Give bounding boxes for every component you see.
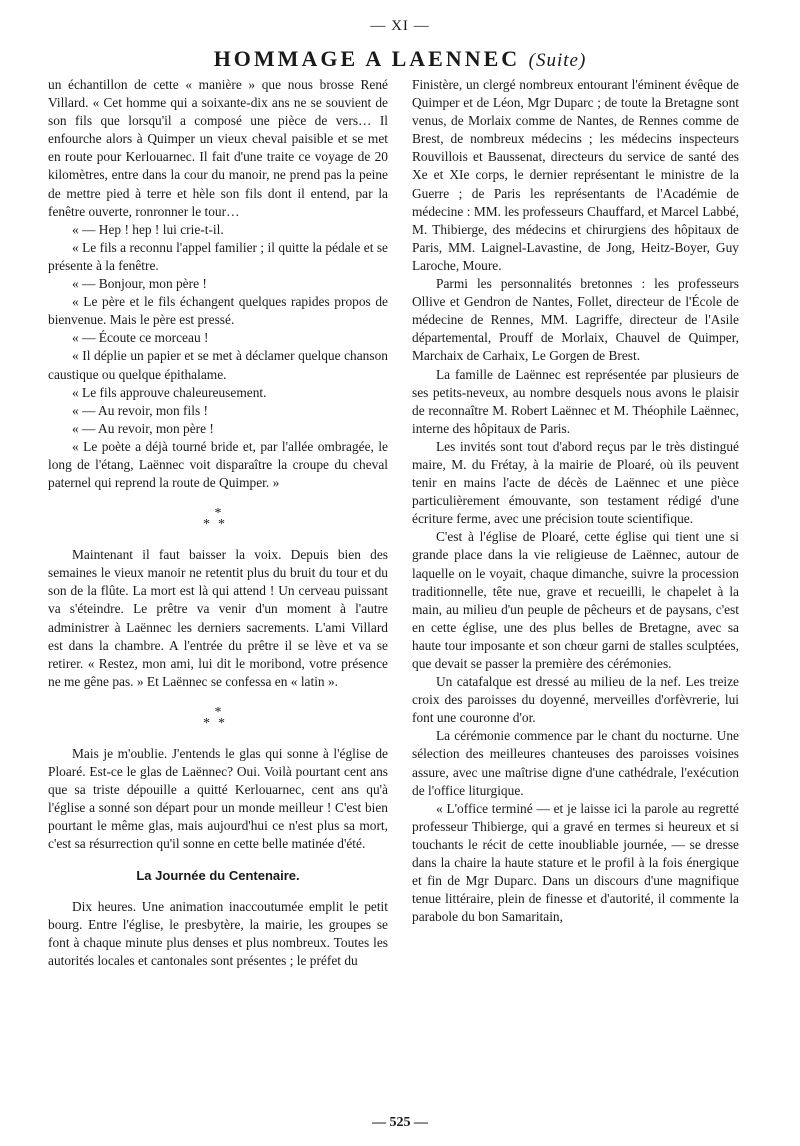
- right-column: [412, 76, 739, 926]
- paragraph: « Le fils approuve chaleureusement.: [72, 384, 267, 400]
- paragraph: « — Hep ! hep ! lui crie-t-il.: [72, 221, 224, 237]
- paragraph: Parmi les personnalités bretonnes : les professeurs Ollive et Gendron de Nantes, Follet, directeur de l'École de médecine de Rennes, MM. Lagriffe, directeur de l'Asile départemental, Prouff de Morlaix, Chauvel de Quimper, Marchaix de Carhaix, Le Gorgen de Brest.: [412, 276, 739, 364]
- paragraph: Dix heures. Une animation inaccoutumée emplit le petit bourg. Entre l'église, le presbytère, la mairie, les groupes se font à chaque minute plus denses et plus nombreux. Toutes les autorités locales et cantonales sont présentes ; le préfet du: [48, 898, 388, 968]
- paragraph: « Le père et le fils échangent quelques rapides propos de bienvenue. Mais le père est pressé.: [48, 294, 388, 328]
- paragraph: C'est à l'église de Ploaré, cette église qui tient une si grande place dans la vie religieuse de Laënnec, autour de laquelle on le voyait, chaque dimanche, suivre la procession traditionnelle, tête nue, grave et recueilli, le chapelet à la main, au milieu d'un peuple de pêcheurs et de paysans, c'est en cette église, une des plus belles de Bretagne, avec sa haute tour imposante et son chœur garni de stalles sculptées, que devait se passer la première des cérémonies.: [412, 529, 739, 671]
- paragraph: Mais je m'oublie. J'entends le glas qui sonne à l'église de Ploaré. Est-ce le glas de Laënnec? Oui. Voilà pourtant cent ans que sa triste dépouille a quitté Kerlouarnec, cent ans qu'à l'église a sonné son départ pour un monde meilleur ! C'est bien pourtant le même glas, mais aujourd'hui ce n'est plus sa mort, c'est sa résurrection qu'il sonne en cette belle matinée d'été.: [48, 745, 388, 852]
- paragraph: La famille de Laënnec est représentée par plusieurs de ses petits-neveux, au nombre desquels nous avons le plaisir de reconnaître M. Robert Laënnec et M. Théophile Laënnec, interne des hôpitaux de Paris.: [412, 366, 739, 436]
- page-title: [0, 46, 800, 72]
- page-number: — 525 —: [372, 1115, 428, 1130]
- paragraph: Finistère, un clergé nombreux entourant l'éminent évêque de Quimper et de Léon, Mgr Duparc ; de toute la Bretagne sont venus, de Morlaix comme de Nantes, de Rennes comme de Brest, de nombreux médecins ; les médecins inspecteurs Rouvillois et Baussenat, directeurs du service de santé des Xe et XIe corps, le dernier représentant le ministre de la Guerre ; de Paris les représentants de l'Académie de médecine : MM. les professeurs Chauffard, et Marcel Labbé, M. Thibierge, des médecins et chirurgiens des hôpitaux de Paris, MM. Laignel-Lavastine, de Jong, Heitz-Boyer, Guy Laroche, Moure.: [412, 77, 739, 273]
- paragraph: « — Au revoir, mon fils !: [72, 402, 208, 418]
- section-break-asterism: * **: [203, 506, 233, 533]
- left-column: [48, 76, 388, 970]
- paragraph: « — Bonjour, mon père !: [72, 276, 207, 292]
- roman-page-number: — XI —: [370, 18, 430, 34]
- section-break-asterism: * **: [203, 704, 233, 731]
- paragraph: « Le poète a déjà tourné bride et, par l'allée ombragée, le long de l'étang, Laënnec voit disparaître la croupe du cheval paternel qui reprend la route de Quimper. »: [48, 438, 388, 491]
- section-heading: La Journée du Centenaire.: [136, 868, 300, 884]
- paragraph: « L'office terminé — et je laisse ici la parole au regretté professeur Thibierge, qui a gravé en termes si heureux et si touchants le récit de cette inoubliable journée, — se dresse dans la chaire la haute stature et le profil à la fois énergique et fin de Mgr Duparc. Dans un discours d'une magnifique tenue littéraire, plein de finesse et d'autorité, il commente la parabole du bon Samaritain,: [412, 800, 739, 925]
- paragraph: La cérémonie commence par le chant du nocturne. Une sélection des meilleures chanteuses des paroisses voisines assure, avec une maîtrise digne d'une cathédrale, l'exécution de l'office liturgique.: [412, 728, 739, 798]
- paragraph: « — Au revoir, mon père !: [72, 420, 214, 436]
- paragraph: « Il déplie un papier et se met à déclamer quelque chanson caustique ou quelque épithalame.: [48, 348, 388, 382]
- title-main: HOMMAGE A LAENNEC: [213, 46, 521, 71]
- paragraph: « — Écoute ce morceau !: [72, 330, 209, 346]
- title-suffix: (Suite): [528, 50, 587, 71]
- paragraph: Un catafalque est dressé au milieu de la nef. Les treize croix des paroisses du doyenné, merveilles d'orfèvrerie, lui font une couronne d'or.: [412, 674, 739, 726]
- paragraph: « Le fils a reconnu l'appel familier ; il quitte la pédale et se présente à la fenêtre.: [48, 239, 388, 273]
- paragraph: un échantillon de cette « manière » que nous brosse René Villard. « Cet homme qui a soixante-dix ans ne se souvient de son fils que lorsqu'il a composé une pièce de vers… Il enfourche alors à Quimper un vieux cheval paisible et se met en route pour Kerlouarnec. Il fait d'une traite ce voyage de 20 kilomètres, entre dans la cour du manoir, ne prend pas la peine de mettre pied à terre et hèle son fils dont il entend, par la fenêtre ouverte, ronronner le tour…: [48, 77, 388, 219]
- paragraph: Les invités sont tout d'abord reçus par le très distingué maire, M. du Frétay, à la mairie de Ploaré, où ils peuvent tenir en mains l'acte de décès de Laënnec et une pièce particulièrement émouvante, son testament rédigé d'une écriture ferme, avec une précision toute scientifique.: [412, 438, 739, 527]
- paragraph: Maintenant il faut baisser la voix. Depuis bien des semaines le vieux manoir ne retentit plus du bruit du tour et du son de la flûte. La mort est là qui attend ! Un cerveau puissant va s'éteindre. Le prêtre va venir d'un moment à l'autre administrer à Laënnec les derniers sacrements. L'ami Villard est dans la chambre. A l'entrée du prêtre il se lève et va se retirer. « Restez, mon ami, lui dit le moribond, votre présence ne me gêne pas. » Et Laënnec se confessa en « latin ».: [48, 547, 388, 689]
